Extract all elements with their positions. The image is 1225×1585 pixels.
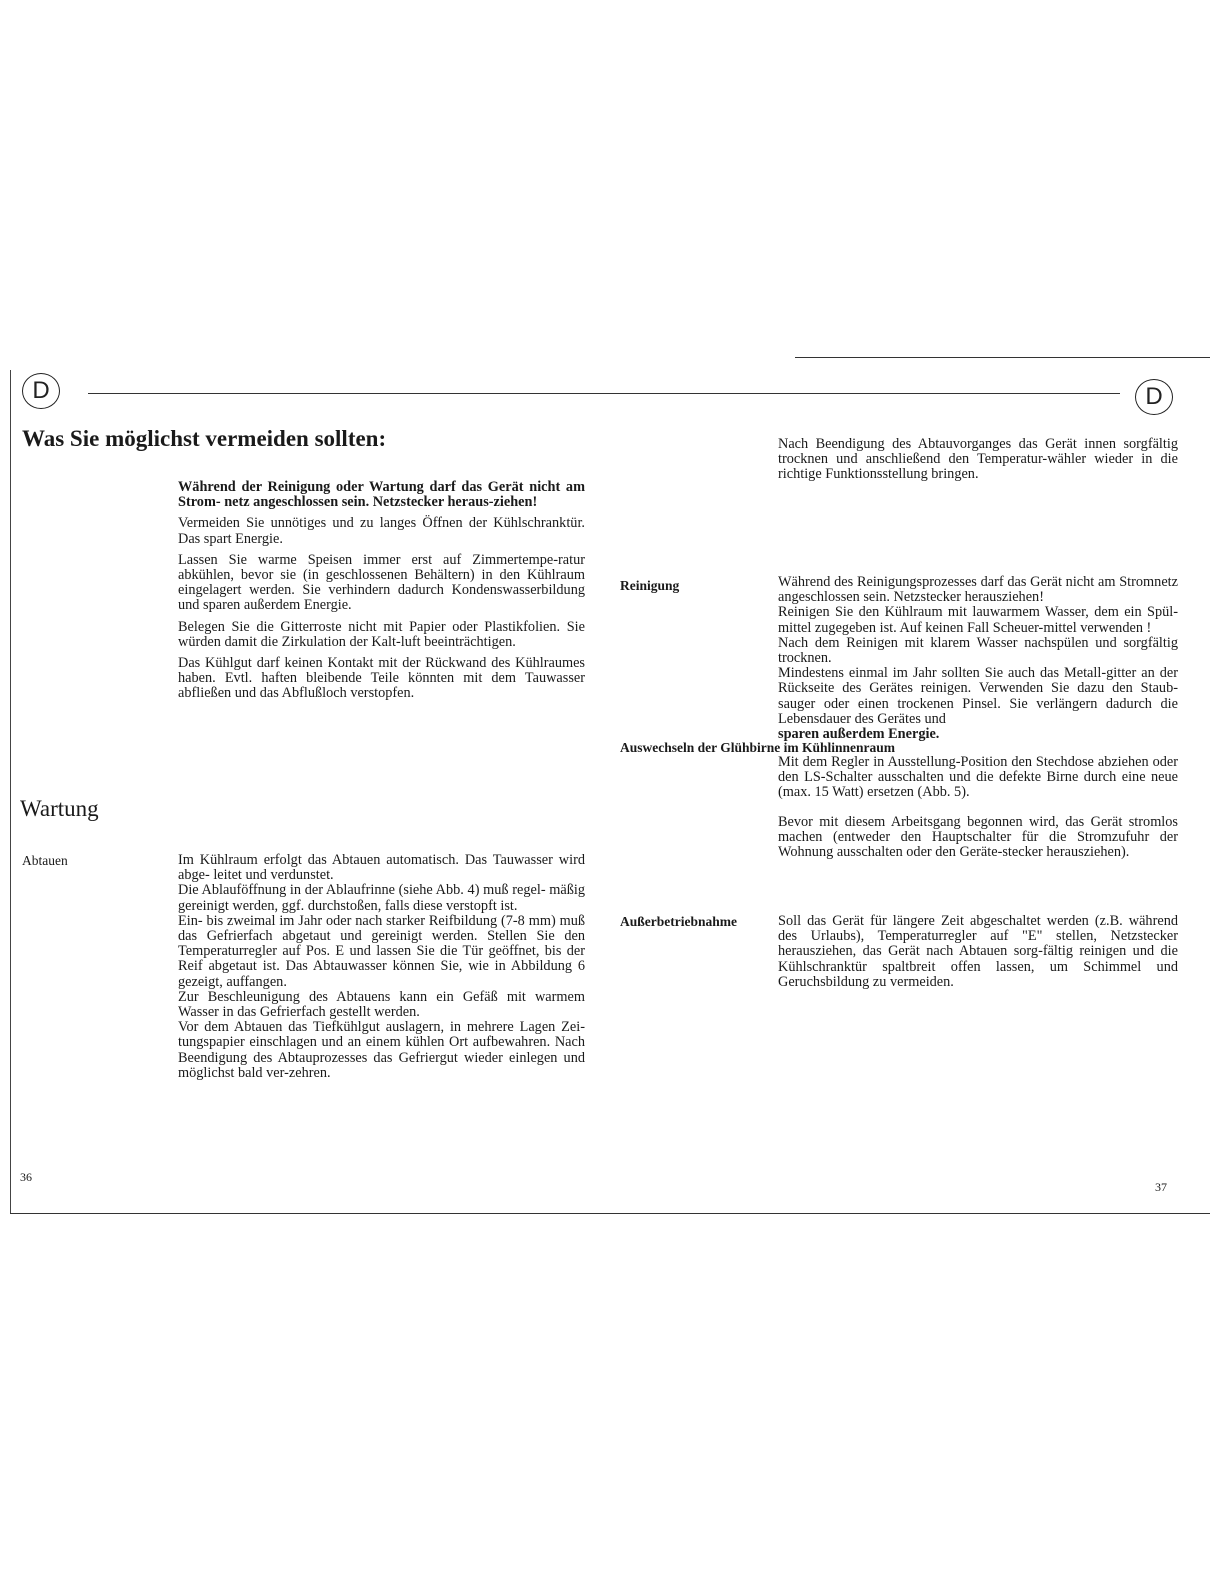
language-badge-left: D xyxy=(22,373,60,409)
page-number-right: 37 xyxy=(1155,1180,1167,1194)
language-badge-right: D xyxy=(1135,379,1173,415)
paragraph: Soll das Gerät für längere Zeit abgeschaltet werden (z.B. während des Urlaubs), Temperaturregler auf "E" stellen, Netzstecker herausziehen, das Gerät nach Abtauen sorg-fältig reinigen und die Kühlschranktür spaltbreit offen lassen, um Schimmel und Geruchsbildung zu vermeiden. xyxy=(778,913,1178,990)
section-title-wartung: Wartung xyxy=(20,796,99,821)
paragraph: Die Ablauföffnung in der Ablaufrinne (siehe Abb. 4) muß regel- mäßig gereinigt werden, ggf. durchstoßen, falls diese verstopft ist. xyxy=(178,882,585,914)
top-rule-right xyxy=(795,357,1210,358)
paragraph: Ein- bis zweimal im Jahr oder nach starker Reifbildung (7-8 mm) muß das Gefrierfach abgetaut und gereinigt werden. Stellen Sie den Temperaturregler auf Pos. E und lassen Sie die Tür geöffnet, bis der Reif abgetaut ist. Das Abtauwasser können Sie, wie in Abbildung 6 gezeigt, auffangen. xyxy=(178,912,585,990)
paragraph: Mit dem Regler in Ausstellung-Position den Stechdose abziehen oder den LS-Schalter ausschalten und die defekte Birne durch eine neue (max. 15 Watt) ersetzen (Abb. 5). xyxy=(778,754,1178,801)
paragraph: Reinigen Sie den Kühlraum mit lauwarmem Wasser, dem ein Spül- mittel zugegeben ist. Auf keinen Fall Scheuer-mittel verwenden ! xyxy=(778,604,1178,636)
avoid-section xyxy=(178,480,585,708)
gluehbirne-label: Auswechseln der Glühbirne im Kühlinnenraum xyxy=(620,740,896,755)
ausserbetrieb-section xyxy=(778,914,1178,996)
paragraph: Zur Beschleunigung des Abtauens kann ein Gefäß mit warmem Wasser in das Gefrierfach gestellt werden. xyxy=(178,988,585,1021)
paragraph: Vor dem Abtauen das Tiefkühlgut auslagern, in mehrere Lagen Zei- tungspapier einschlagen und an einem kühlen Ort aufbewahren. Nach Beendigung des Abtauprozesses das Gefriergut wieder einlegen und möglichst bald ver-zehren. xyxy=(178,1019,585,1081)
emphasis-text: sparen außerdem Energie. xyxy=(778,726,940,743)
page-title: Was Sie möglichst vermeiden sollten: xyxy=(22,426,387,451)
paragraph: Im Kühlraum erfolgt das Abtauen automatisch. Das Tauwasser wird abge- leitet und verdunstet. xyxy=(178,852,585,884)
gluehbirne-section xyxy=(778,755,1178,866)
paragraph: Bevor mit diesem Arbeitsgang begonnen wird, das Gerät stromlos machen (entweder den Hauptschalter für die Stromzufuhr der Wohnung ausschalten oder den Geräte-stecker herausziehen). xyxy=(778,813,1178,861)
bottom-rule xyxy=(10,1213,1210,1214)
reinigung-label: Reinigung xyxy=(620,578,680,593)
paragraph: Während des Reinigungsprozesses darf das Gerät nicht am Stromnetz angeschlossen sein. Netzstecker herausziehen! xyxy=(778,574,1178,606)
paragraph: Nach Beendigung des Abtauvorganges das Gerät innen sorgfältig trocknen und anschließend den Temperatur-wähler wieder in die richtige Funktionsstellung bringen. xyxy=(778,436,1178,483)
page-number-left: 36 xyxy=(20,1170,32,1184)
warning-text: Während der Reinigung oder Wartung darf das Gerät nicht am Strom- netz angeschlossen sein. Netzstecker heraus-ziehen! xyxy=(178,479,585,511)
abtauen-section xyxy=(178,853,585,1081)
paragraph: Das Kühlgut darf keinen Kontakt mit der Rückwand des Kühlraumes haben. Evtl. haften bleibende Teile könnten mit dem Tauwasser abfließen und das Abflußloch verstopfen. xyxy=(178,655,585,702)
paragraph: Lassen Sie warme Speisen immer erst auf Zimmertempe-ratur abkühlen, bevor sie (in geschlossenen Behältern) in den Kühlraum eingelagert werden. Sie verhindern dadurch Kondenswasserbildung und sparen außerdem Energie. xyxy=(178,551,585,614)
paragraph: Vermeiden Sie unnötiges und zu langes Öffnen der Kühlschranktür. Das spart Energie. xyxy=(178,515,585,547)
paragraph: Belegen Sie die Gitterroste nicht mit Papier oder Plastikfolien. Sie würden damit die Zirkulation der Kalt-luft beeinträchtigen. xyxy=(178,618,585,650)
abtauen-label: Abtauen xyxy=(22,853,68,868)
header-rule xyxy=(88,393,1120,394)
paragraph: Mindestens einmal im Jahr sollten Sie auch das Metall-gitter an der Rückseite des Gerätes reinigen. Verwenden Sie dazu den Staub- sauger oder einen trockenen Pinsel. Sie verlängern dadurch die Lebensdauer des Gerätes und xyxy=(778,665,1178,727)
left-border xyxy=(10,370,11,1213)
paragraph: Nach dem Reinigen mit klarem Wasser nachspülen und sorgfältig trocknen. xyxy=(778,634,1178,667)
reinigung-section xyxy=(778,575,1178,742)
intro-text xyxy=(778,437,1178,489)
ausserbetrieb-label: Außerbetriebnahme xyxy=(620,914,737,929)
